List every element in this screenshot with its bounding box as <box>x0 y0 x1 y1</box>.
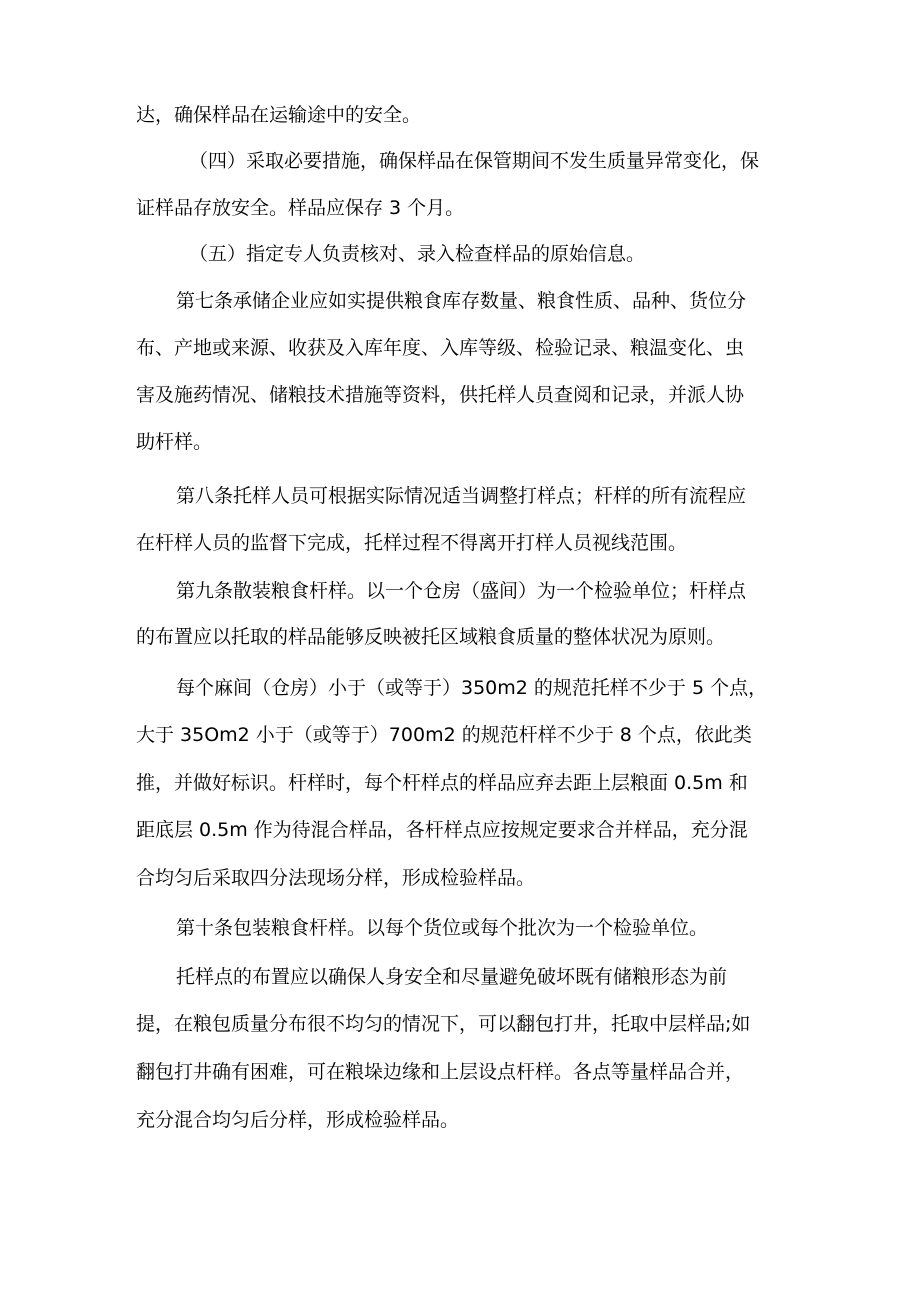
text-line: 大于 35Om2 小于（或等于）700m2 的规范杆样不少于 8 个点，依此类 <box>136 724 752 746</box>
text-line: 助杆样。 <box>136 431 213 453</box>
text-line: 第十条包装粮食杆样。以每个货位或每个批次为一个检验单位。 <box>176 917 709 939</box>
text-line: 在杆样人员的监督下完成，托样过程不得离开打样人员视线范围。 <box>136 532 688 554</box>
text-line: 提，在粮包质量分布很不均匀的情况下，可以翻包打井，托取中层样品;如 <box>136 1013 751 1035</box>
text-line: 推，并做好标识。杆样时，每个杆样点的样品应弃去距上层粮面 0.5m 和 <box>136 772 748 794</box>
text-line: （四）采取必要措施，确保样品在保管期间不发生质量异常变化，保 <box>189 150 760 172</box>
text-line: 充分混合均匀后分样，形成检验样品。 <box>136 1109 460 1131</box>
text-line: 达，确保样品在运输途中的安全。 <box>136 104 422 126</box>
text-line: 翻包打井确有困难，可在粮垛边缘和上层设点杆样。各点等量样品合并， <box>136 1061 745 1083</box>
text-line: 第七条承储企业应如实提供粮食库存数量、粮食性质、品种、货位分 <box>176 290 747 312</box>
text-line: 证样品存放安全。样品应保存 3 个月。 <box>136 197 465 219</box>
text-line: 布、产地或来源、收获及入库年度、入库等级、检验记录、粮温变化、虫 <box>136 337 745 359</box>
text-line: 第八条托样人员可根据实际情况适当调整打样点；杆样的所有流程应 <box>176 485 747 507</box>
text-line: 每个麻间（仓房）小于（或等于）350m2 的规范托样不少于 5 个点， <box>176 677 768 699</box>
text-line: 的布置应以托取的样品能够反映被托区域粮食质量的整体状况为原则。 <box>136 626 726 648</box>
text-line: 托样点的布置应以确保人身安全和尽量避免破坏既有储粮形态为前 <box>176 966 728 988</box>
text-line: 第九条散装粮食杆样。以一个仓房（盛间）为一个检验单位；杆样点 <box>176 580 747 602</box>
text-line: 距底层 0.5m 作为待混合样品，各杆样点应按规定要求合并样品，充分混 <box>136 819 748 841</box>
text-line: 合均匀后采取四分法现场分样，形成检验样品。 <box>136 867 536 889</box>
text-line: 害及施药情况、储粮技术措施等资料，供托样人员查阅和记录，并派人协 <box>136 384 745 406</box>
text-line: （五）指定专人负责核对、录入检查样品的原始信息。 <box>189 243 646 265</box>
